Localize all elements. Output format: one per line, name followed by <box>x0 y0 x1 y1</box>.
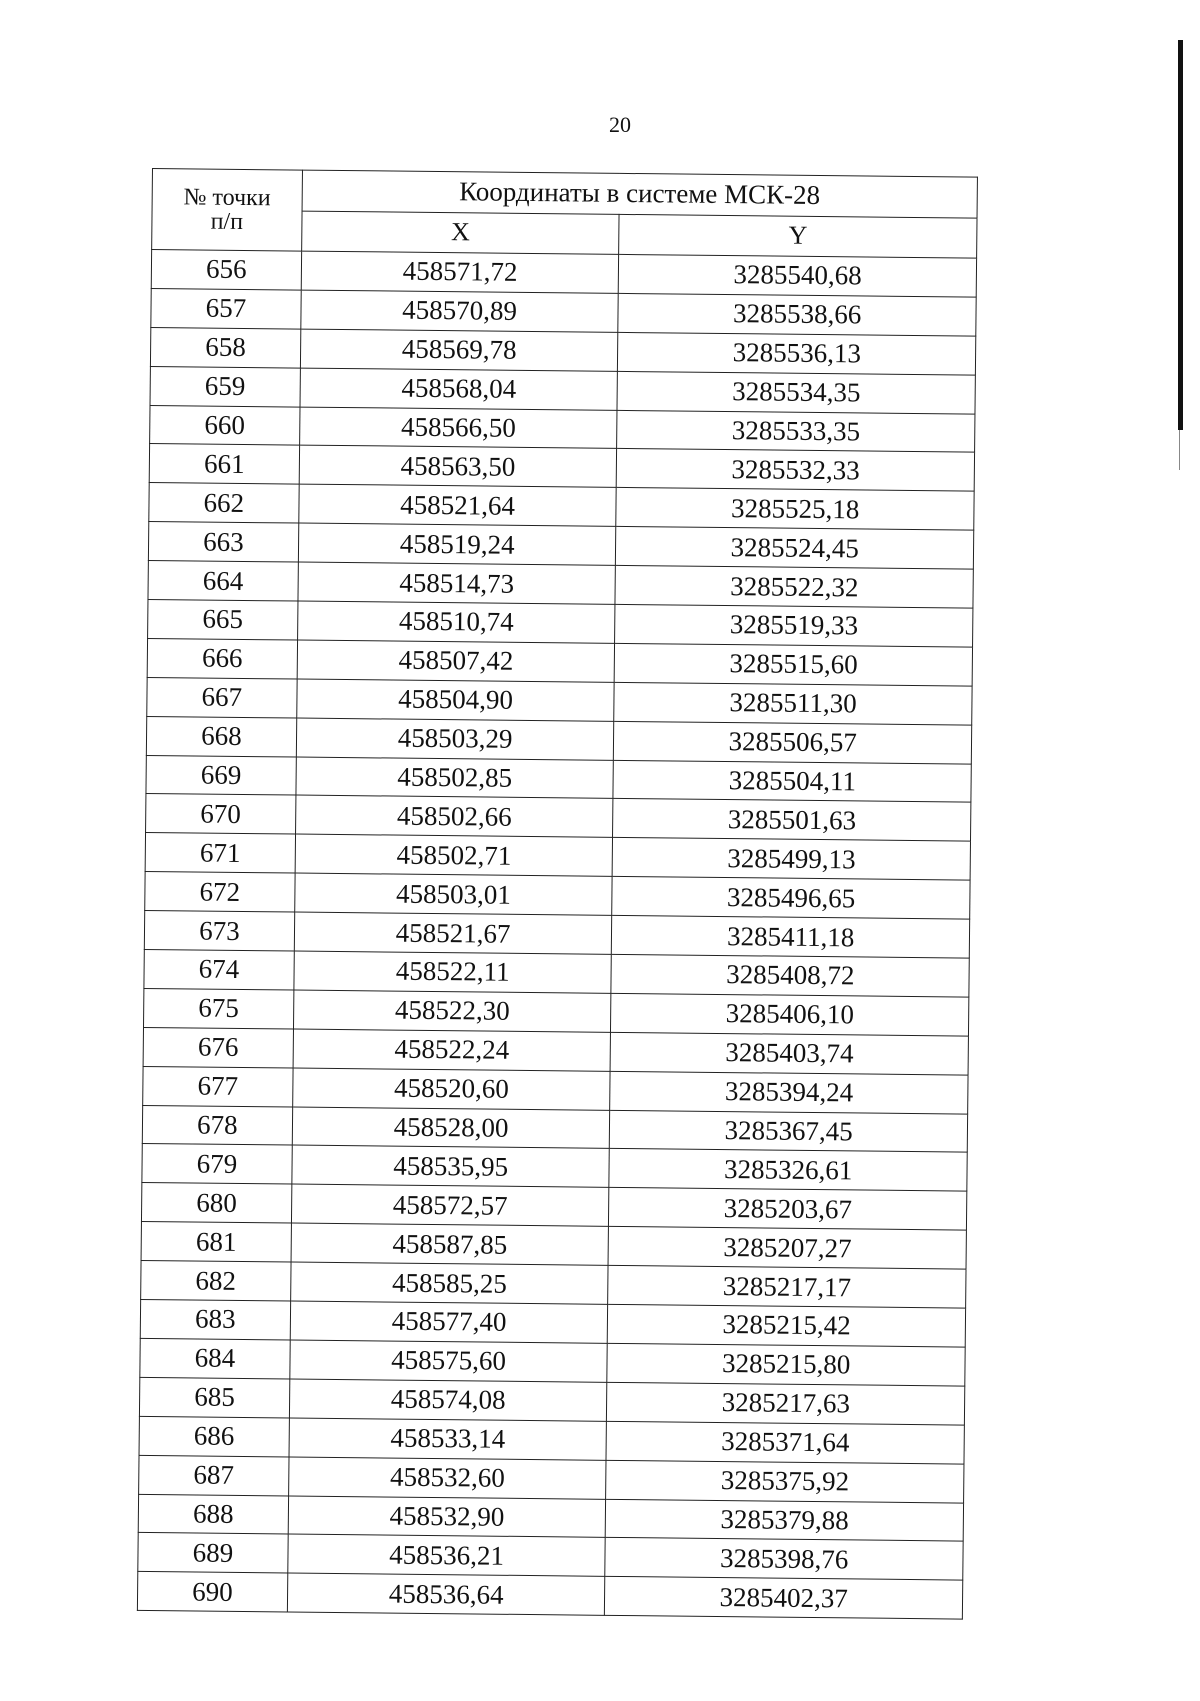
point-number-cell: 665 <box>148 599 298 639</box>
page-number: 20 <box>609 112 631 137</box>
x-coordinate-cell: 458520,60 <box>292 1068 610 1110</box>
x-coordinate-cell: 458504,90 <box>297 679 615 721</box>
point-number-header-line2: п/п <box>210 208 244 235</box>
y-coordinate-cell: 3285367,45 <box>610 1110 968 1153</box>
y-coordinate-cell: 3285402,37 <box>605 1577 963 1620</box>
y-coordinate-cell: 3285371,64 <box>606 1421 964 1464</box>
x-coordinate-cell: 458519,24 <box>298 523 616 565</box>
y-coordinate-cell: 3285511,30 <box>614 682 972 725</box>
table-body <box>137 250 976 1620</box>
point-number-cell: 690 <box>137 1572 287 1612</box>
y-coordinate-cell: 3285408,72 <box>611 954 969 997</box>
point-number-cell: 664 <box>148 561 298 601</box>
x-coordinate-cell: 458514,73 <box>298 562 616 604</box>
y-coordinate-cell: 3285540,68 <box>619 254 977 297</box>
point-number-cell: 667 <box>147 677 297 717</box>
point-number-cell: 666 <box>147 638 297 678</box>
point-number-cell: 668 <box>146 716 296 756</box>
point-number-cell: 670 <box>146 794 296 834</box>
point-number-cell: 678 <box>142 1105 292 1145</box>
y-coordinate-cell: 3285411,18 <box>612 915 970 958</box>
x-coordinate-cell: 458535,95 <box>292 1146 610 1188</box>
y-coordinate-cell: 3285217,17 <box>608 1265 966 1308</box>
y-coordinate-cell: 3285536,13 <box>618 332 976 375</box>
point-number-cell: 673 <box>144 911 294 951</box>
x-coordinate-cell: 458532,90 <box>288 1496 606 1538</box>
x-coordinate-cell: 458502,71 <box>295 834 613 876</box>
point-number-cell: 658 <box>150 327 300 367</box>
y-coordinate-cell: 3285519,33 <box>615 604 973 647</box>
point-number-cell: 677 <box>143 1066 293 1106</box>
y-coordinate-cell: 3285403,74 <box>610 1032 968 1075</box>
x-coordinate-cell: 458574,08 <box>289 1379 607 1421</box>
x-coordinate-cell: 458587,85 <box>291 1223 609 1265</box>
x-coordinate-cell: 458522,11 <box>294 951 612 993</box>
point-number-cell: 674 <box>144 949 294 989</box>
x-coordinate-cell: 458575,60 <box>290 1340 608 1382</box>
point-number-cell: 680 <box>141 1183 291 1223</box>
point-number-cell: 671 <box>145 833 295 873</box>
y-coordinate-cell: 3285504,11 <box>613 760 971 803</box>
x-coordinate-cell: 458521,64 <box>299 484 617 526</box>
point-number-cell: 683 <box>140 1299 290 1339</box>
point-number-cell: 682 <box>141 1261 291 1301</box>
y-coordinate-cell: 3285525,18 <box>616 488 974 531</box>
x-coordinate-cell: 458507,42 <box>297 640 615 682</box>
point-number-cell: 663 <box>148 522 298 562</box>
x-coordinate-cell: 458566,50 <box>299 407 617 449</box>
x-coordinate-cell: 458536,64 <box>287 1573 605 1615</box>
point-number-cell: 686 <box>139 1416 289 1456</box>
point-number-header-line1: № точки <box>183 184 271 212</box>
y-coordinate-cell: 3285533,35 <box>617 410 975 453</box>
x-coordinate-cell: 458569,78 <box>300 329 618 371</box>
y-coordinate-cell: 3285506,57 <box>614 721 972 764</box>
x-coordinate-cell: 458533,14 <box>289 1418 607 1460</box>
y-coordinate-cell: 3285499,13 <box>613 838 971 881</box>
x-coordinate-cell: 458502,85 <box>296 757 614 799</box>
point-number-cell: 679 <box>142 1144 292 1184</box>
y-coordinate-cell: 3285496,65 <box>612 877 970 920</box>
y-coordinate-cell: 3285406,10 <box>611 993 969 1036</box>
y-coordinate-cell: 3285215,80 <box>607 1343 965 1386</box>
scan-edge-mark-faint <box>1179 430 1180 470</box>
y-coordinate-cell: 3285524,45 <box>616 527 974 570</box>
y-coordinate-cell: 3285217,63 <box>607 1382 965 1425</box>
x-coordinate-cell: 458528,00 <box>292 1107 610 1149</box>
y-coordinate-cell: 3285375,92 <box>606 1460 964 1503</box>
y-coordinate-cell: 3285532,33 <box>617 449 975 492</box>
table-row <box>137 1572 962 1620</box>
x-coordinate-cell: 458536,21 <box>288 1534 606 1576</box>
x-coordinate-cell: 458532,60 <box>288 1457 606 1499</box>
y-coordinate-cell: 3285534,35 <box>617 371 975 414</box>
x-coordinate-cell: 458570,89 <box>301 290 619 332</box>
x-coordinate-cell: 458563,50 <box>299 446 617 488</box>
point-number-cell: 669 <box>146 755 296 795</box>
table-header <box>152 169 978 259</box>
x-coordinate-cell: 458572,57 <box>291 1184 609 1226</box>
y-coordinate-cell: 3285379,88 <box>606 1499 964 1542</box>
x-coordinate-cell: 458568,04 <box>300 368 618 410</box>
point-number-cell: 687 <box>139 1455 289 1495</box>
x-coordinate-cell: 458502,66 <box>295 796 613 838</box>
point-number-cell: 675 <box>144 988 294 1028</box>
scan-edge-mark <box>1178 40 1183 430</box>
coordinates-group-header: Координаты в системе МСК-28 <box>302 170 978 218</box>
x-coordinate-cell: 458510,74 <box>297 601 615 643</box>
point-number-cell: 672 <box>145 872 295 912</box>
y-coordinate-cell: 3285501,63 <box>613 799 971 842</box>
x-coordinate-cell: 458522,30 <box>293 990 611 1032</box>
y-coordinate-cell: 3285538,66 <box>618 293 976 336</box>
point-number-cell: 660 <box>150 405 300 445</box>
point-number-cell: 681 <box>141 1222 291 1262</box>
point-number-cell: 688 <box>138 1494 288 1534</box>
x-column-header: X <box>301 211 619 255</box>
x-coordinate-cell: 458577,40 <box>290 1301 608 1343</box>
x-coordinate-cell: 458503,01 <box>295 873 613 915</box>
point-number-cell: 684 <box>140 1338 290 1378</box>
y-coordinate-cell: 3285394,24 <box>610 1071 968 1114</box>
point-number-cell: 662 <box>149 483 299 523</box>
y-coordinate-cell: 3285515,60 <box>615 643 973 686</box>
y-coordinate-cell: 3285203,67 <box>609 1188 967 1231</box>
point-number-cell: 659 <box>150 366 300 406</box>
y-coordinate-cell: 3285326,61 <box>609 1149 967 1192</box>
point-number-header <box>152 169 303 252</box>
point-number-cell: 657 <box>151 288 301 328</box>
y-coordinate-cell: 3285522,32 <box>615 566 973 609</box>
point-number-cell: 656 <box>151 250 301 290</box>
x-coordinate-cell: 458503,29 <box>296 718 614 760</box>
coordinates-table <box>137 168 978 1620</box>
y-column-header: Y <box>619 214 977 258</box>
y-coordinate-cell: 3285215,42 <box>608 1304 966 1347</box>
y-coordinate-cell: 3285398,76 <box>605 1538 963 1581</box>
point-number-cell: 689 <box>138 1533 288 1573</box>
point-number-cell: 685 <box>139 1377 289 1417</box>
point-number-cell: 661 <box>149 444 299 484</box>
x-coordinate-cell: 458522,24 <box>293 1029 611 1071</box>
point-number-cell: 676 <box>143 1027 293 1067</box>
y-coordinate-cell: 3285207,27 <box>608 1227 966 1270</box>
x-coordinate-cell: 458585,25 <box>290 1262 608 1304</box>
x-coordinate-cell: 458521,67 <box>294 912 612 954</box>
x-coordinate-cell: 458571,72 <box>301 251 619 293</box>
